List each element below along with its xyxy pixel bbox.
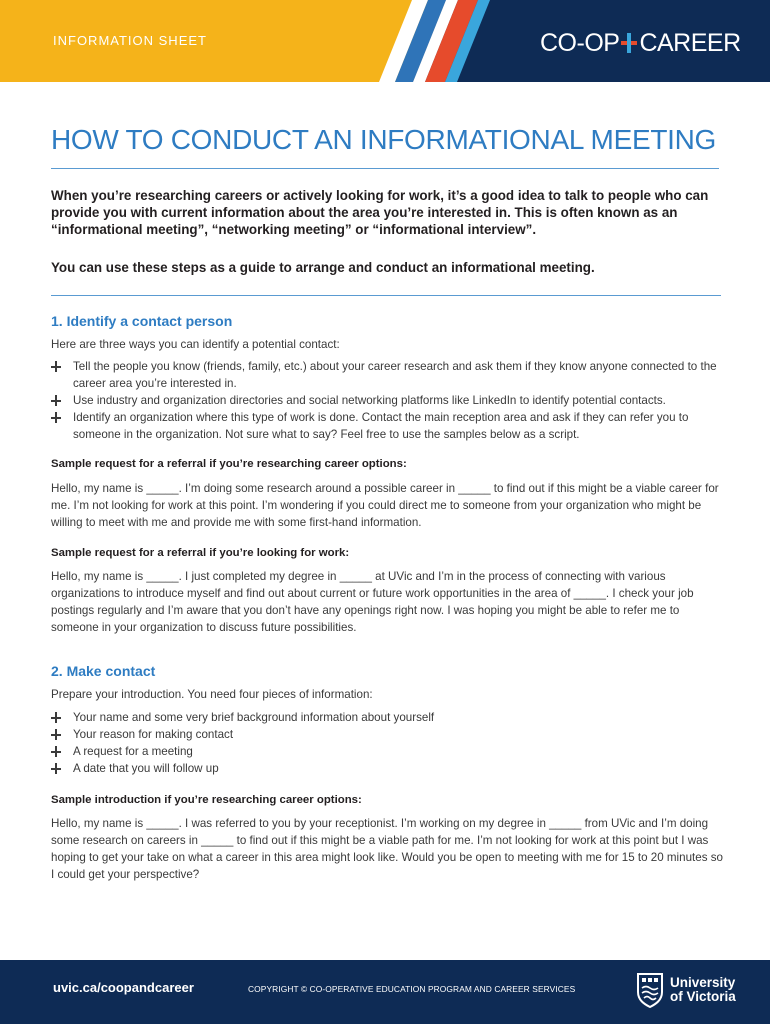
sample-1-text: Hello, my name is _____. I’m doing some research around a possible career in _____ to find out if this might be a viable career for me. I’m not looking for work at this point. I’m wondering if you could direct me to someone from your organization who might be willing to meet with me and provide me with some first-hand information. (51, 482, 719, 529)
uvic-line-1: University (670, 975, 736, 990)
page-title: HOW TO CONDUCT AN INFORMATIONAL MEETING (51, 124, 717, 155)
list-item (51, 392, 726, 409)
uvic-logo (636, 972, 746, 1012)
list-item (51, 726, 726, 743)
list-item-text: Your name and some very brief background information about yourself (73, 711, 435, 724)
page-footer (0, 960, 770, 1024)
footer-url-link[interactable]: uvic.ca/coopandcareer (53, 980, 194, 995)
cross-bullet-icon (51, 746, 61, 757)
section-1-heading: 1. Identify a contact person (51, 313, 233, 329)
list-item-text: A request for a meeting (73, 745, 193, 758)
sample-3-text: Hello, my name is _____. I was referred to you by your receptionist. I’m working on my degree in _____ from UVic and I’m doing some research on careers in _____ to find out if this might be a viable path for me. I’m not looking for work at this point but I was hoping to get your take on what a career in this area might look like. Would you be open to meeting with me for 15 to 20 minutes so I could get your perspective? (51, 817, 723, 881)
sample-3-heading: Sample introduction if you’re researching career options: (51, 794, 362, 806)
sample-2-heading: Sample request for a referral if you’re looking for work: (51, 547, 350, 559)
list-item (51, 743, 726, 760)
title-divider (51, 168, 719, 169)
sample-2-text: Hello, my name is _____. I just completed my degree in _____ at UVic and I’m in the process of connecting with various organizations to introduce myself and find out about current or future work opportunities in the area of _____. I check your job postings regularly and I’m aware that you don’t have any openings right now. I was hoping you might be able to refer me to someone in your organization to discuss future possibilities. (51, 570, 694, 634)
cross-bullet-icon (51, 361, 61, 372)
uvic-line-2: of Victoria (670, 989, 736, 1004)
section-2-lead: Prepare your introduction. You need four pieces of information: (51, 688, 373, 701)
brand-coop-text: CO-OP (540, 28, 620, 57)
list-item (51, 709, 726, 726)
list-item-text: Use industry and organization directories and social networking platforms like LinkedIn to identify potential contacts. (73, 394, 666, 407)
brand-plus-icon (621, 33, 637, 53)
cross-bullet-icon (51, 412, 61, 423)
intro-divider (51, 295, 721, 296)
uvic-wordmark (670, 976, 736, 1004)
sample-1-heading: Sample request for a referral if you’re researching career options: (51, 458, 407, 470)
brand-career-text: CAREER (639, 28, 741, 57)
page-header (0, 0, 770, 82)
list-item (51, 760, 726, 777)
cross-bullet-icon (51, 712, 61, 723)
section-2-heading: 2. Make contact (51, 663, 156, 679)
list-item (51, 409, 726, 443)
list-item-text: Tell the people you know (friends, family, etc.) about your career research and ask them if they know anyone connected to the career area you’re interested in. (73, 360, 717, 390)
section-1-lead: Here are three ways you can identify a potential contact: (51, 338, 340, 351)
cross-bullet-icon (51, 729, 61, 740)
section-1-bullet-list (51, 358, 726, 443)
list-item-text: Your reason for making contact (73, 728, 234, 741)
intro-paragraph-2: You can use these steps as a guide to arrange and conduct an informational meeting. (51, 260, 595, 275)
cross-bullet-icon (51, 395, 61, 406)
list-item-text: A date that you will follow up (73, 762, 219, 775)
list-item (51, 358, 726, 392)
footer-copyright: COPYRIGHT © CO-OPERATIVE EDUCATION PROGRAM AND CAREER SERVICES (248, 984, 576, 994)
intro-paragraph-1: When you’re researching careers or actively looking for work, it’s a good idea to talk to people who can provide you with current information about the area you’re interested in. This is often known as an “informational meeting”, “networking meeting” or “informational interview”. (51, 188, 709, 237)
cross-bullet-icon (51, 763, 61, 774)
uvic-shield-icon (636, 972, 664, 1008)
list-item-text: Identify an organization where this type of work is done. Contact the main reception area and ask if they can refer you to someone in the organization. Not sure what to say? Feel free to use the samples below as a script. (73, 411, 689, 441)
section-2-bullet-list (51, 709, 726, 777)
coop-career-logo (540, 26, 741, 60)
information-sheet-label: INFORMATION SHEET (53, 33, 207, 48)
